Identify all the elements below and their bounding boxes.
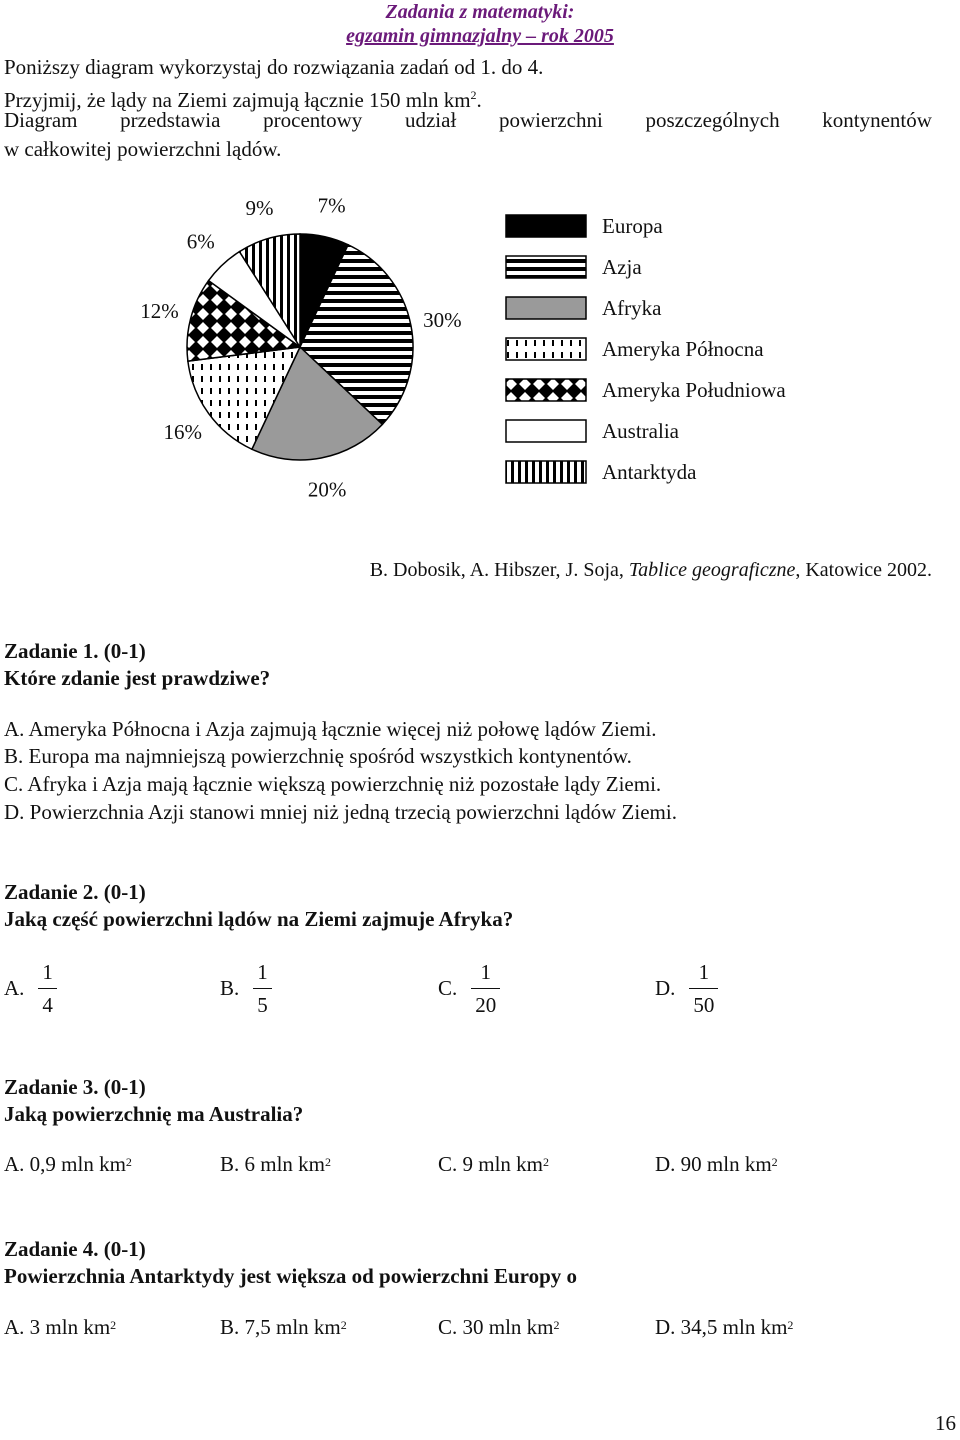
fraction-bar (253, 988, 272, 989)
pie-label-ameryka-poludniowa: 12% (140, 298, 179, 323)
legend-swatch-antarktyda (506, 461, 586, 483)
option-sup: 2 (787, 1318, 794, 1332)
option-text: C. 30 mln km (438, 1315, 554, 1339)
fraction-bar (471, 988, 500, 989)
task4-option-d (655, 1315, 793, 1340)
task2-option-c (438, 960, 500, 1017)
pie-label-antarktyda: 9% (245, 195, 274, 220)
legend-label-europa: Europa (602, 214, 663, 238)
source-place-year: , Katowice 2002. (795, 559, 932, 581)
intro-line-1: Poniższy diagram wykorzystaj do rozwiązania zadań od 1. do 4. (4, 55, 544, 79)
fraction-numerator: 1 (480, 960, 492, 984)
option-text: A. 0,9 mln km (4, 1152, 126, 1176)
option-text: C. 9 mln km (438, 1152, 544, 1176)
header-title: Zadania z matematyki: (385, 1, 575, 23)
pie-label-australia: 6% (186, 229, 215, 254)
option-sup: 2 (553, 1318, 560, 1332)
legend-swatch-afryka (506, 297, 586, 319)
intro-word: kontynentów (822, 108, 932, 132)
fraction (471, 960, 500, 1017)
task4-question: Powierzchnia Antarktydy jest większa od powierzchni Europy o (4, 1264, 578, 1288)
option-letter: C. (438, 976, 458, 1000)
task4-option-b (220, 1315, 347, 1340)
task4-option-c (438, 1315, 560, 1340)
legend-label-ameryka-polnocna: Ameryka Północna (602, 337, 764, 361)
legend-swatch-ameryka-polnocna (506, 338, 586, 360)
intro-word: procentowy (263, 108, 363, 132)
task1-option-b: B. Europa ma najmniejszą powierzchnię spośród wszystkich kontynentów. (4, 744, 632, 768)
task1-question: Które zdanie jest prawdziwe? (4, 666, 271, 690)
intro-word: powierzchni (498, 108, 603, 132)
legend-swatch-azja (506, 256, 586, 278)
option-sup: 2 (771, 1155, 778, 1169)
task3-option-d (655, 1152, 778, 1177)
option-sup: 2 (110, 1318, 117, 1332)
continent-pie-chart (0, 195, 960, 505)
task1-option-c: C. Afryka i Azja mają łącznie większą powierzchnię niż pozostałe lądy Ziemi. (4, 772, 662, 796)
task3-option-c (438, 1152, 549, 1177)
task4-option-a (4, 1315, 116, 1340)
pie-label-afryka: 20% (307, 477, 347, 502)
fraction-numerator: 1 (698, 960, 710, 984)
source-book-title: Tablice geograficzne (628, 559, 796, 581)
option-letter: D. (655, 976, 676, 1000)
task2-option-d (655, 960, 718, 1017)
intro-word: poszczególnych (645, 108, 780, 132)
header-subtitle: egzamin gimnazjalny – rok 2005 (346, 25, 614, 47)
task3-option-a (4, 1152, 132, 1177)
task3-title: Zadanie 3. (0-1) (4, 1075, 146, 1099)
legend-label-afryka: Afryka (602, 296, 662, 320)
task3-question: Jaką powierzchnię ma Australia? (4, 1102, 304, 1126)
fraction-denominator: 50 (693, 993, 715, 1017)
intro-line-3 (4, 108, 932, 133)
task4-title: Zadanie 4. (0-1) (4, 1237, 146, 1261)
task1-option-a: A. Ameryka Północna i Azja zajmują łącznie więcej niż połowę lądów Ziemi. (4, 717, 657, 741)
legend-label-australia: Australia (602, 419, 679, 443)
fraction-denominator: 20 (475, 993, 497, 1017)
legend-swatch-ameryka-poludniowa (506, 379, 586, 401)
legend-label-ameryka-poludniowa: Ameryka Południowa (602, 378, 786, 402)
option-sup: 2 (543, 1155, 550, 1169)
fraction-numerator: 1 (257, 960, 268, 984)
fraction-numerator: 1 (42, 960, 53, 984)
option-letter: B. (220, 976, 240, 1000)
fraction (38, 960, 57, 1017)
pie-label-europa: 7% (317, 195, 346, 218)
task2-title: Zadanie 2. (0-1) (4, 880, 146, 904)
fraction-bar (689, 988, 718, 989)
task2-option-b (220, 960, 272, 1017)
fraction (689, 960, 718, 1017)
pie-label-azja: 30% (423, 307, 462, 332)
fraction-denominator: 5 (257, 993, 268, 1017)
option-text: A. 3 mln km (4, 1315, 111, 1339)
intro-line-2-sup: 2 (470, 88, 477, 102)
intro-word: przedstawia (120, 108, 221, 132)
option-text: D. 34,5 mln km (655, 1315, 788, 1339)
intro-line-2-text: Przyjmij, że lądy na Ziemi zajmują łącznie 150 mln km (4, 88, 471, 112)
task2-option-a (4, 960, 57, 1017)
option-text: B. 7,5 mln km (220, 1315, 341, 1339)
legend-label-antarktyda: Antarktyda (602, 460, 697, 484)
intro-word: Diagram (4, 108, 78, 132)
legend-swatch-australia (506, 420, 586, 442)
task1-title: Zadanie 1. (0-1) (4, 639, 146, 663)
pie-label-ameryka-polnocna: 16% (163, 420, 202, 445)
source-citation (370, 559, 932, 582)
option-sup: 2 (325, 1155, 332, 1169)
option-text: D. 90 mln km (655, 1152, 772, 1176)
fraction-bar (38, 988, 57, 989)
fraction-denominator: 4 (42, 993, 53, 1017)
task1-option-d: D. Powierzchnia Azji stanowi mniej niż jedną trzecią powierzchni lądów Ziemi. (4, 800, 677, 824)
fraction (253, 960, 272, 1017)
task2-question: Jaką część powierzchni lądów na Ziemi zajmuje Afryka? (4, 907, 514, 931)
legend-label-azja: Azja (602, 255, 642, 279)
page-number: 16 (935, 1411, 956, 1435)
intro-word: udział (404, 108, 457, 132)
option-text: B. 6 mln km (220, 1152, 326, 1176)
option-sup: 2 (125, 1155, 132, 1169)
option-letter: A. (4, 976, 25, 1000)
task3-option-b (220, 1152, 331, 1177)
intro-line-2-end: . (476, 88, 482, 112)
intro-line-4: w całkowitej powierzchni lądów. (4, 137, 282, 161)
option-sup: 2 (340, 1318, 347, 1332)
source-authors: B. Dobosik, A. Hibszer, J. Soja, (369, 559, 629, 581)
legend-swatch-europa (506, 215, 586, 237)
